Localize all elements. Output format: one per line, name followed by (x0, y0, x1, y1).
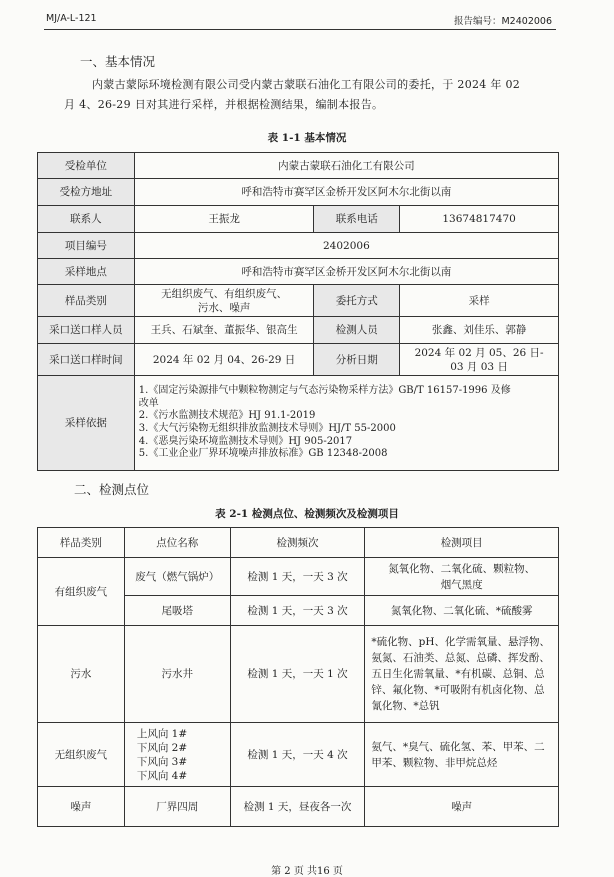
method-label: 委托方式 (314, 285, 400, 317)
basic-info-table (37, 152, 559, 471)
analysis-date-label: 分析日期 (314, 344, 400, 376)
intro-line-1: 内蒙古蒙际环境检测有限公司受内蒙古蒙联石油化工有限公司的委托，于 2024 年 02 (92, 78, 521, 91)
sample-type-label: 样品类别 (38, 285, 135, 317)
basis-label: 采样依据 (38, 376, 135, 471)
basis-item: 2.《污水监测技术规范》HJ 91.1-2019 (138, 410, 316, 422)
header-category: 样品类别 (38, 528, 125, 558)
table2-caption: 表 2-1 检测点位、检测频次及检测项目 (215, 508, 399, 520)
organized-items-1: 氮氧化物、二氧化硫、颗粒物、 烟气黑度 (365, 558, 559, 596)
organized-category: 有组织废气 (38, 558, 125, 626)
basis-item: 4.《恶臭污染环境监测技术导则》HJ 905-2017 (138, 435, 353, 447)
report-number: 报告编号：M2402006 (453, 16, 552, 27)
sampling-time-label: 采口送口样时间 (38, 344, 135, 376)
page-number: 第 2 页 共16 页 (271, 866, 343, 877)
organized-items-2: 氮氧化物、二氧化硫、*硫酸雾 (365, 596, 559, 626)
sample-type-value: 无组织废气、有组织废气、 污水、噪声 (134, 285, 314, 317)
fugitive-points: 上风向 1# 下风向 2# 下风向 3# 下风向 4# (124, 723, 230, 787)
contact-label: 联系人 (38, 206, 135, 233)
noise-items: 噪声 (365, 787, 559, 827)
basis-item: 3.《大气污染物无组织排放监测技术导则》HJ/T 55-2000 (138, 423, 396, 434)
tester-value: 张鑫、刘佳乐、郭静 (400, 317, 559, 344)
project-label: 项目编号 (38, 233, 135, 259)
header-items: 检测项目 (365, 528, 559, 558)
organized-freq-2: 检测 1 天，一天 3 次 (230, 596, 365, 626)
header-point: 点位名称 (124, 528, 230, 558)
sewage-point: 污水井 (124, 626, 230, 723)
sewage-items: *硫化物、pH、化学需氧量、悬浮物、 氨氮、石油类、总氮、总磷、挥发酚、 五日生化需氧量、*有机碳、总铜、总 锌、氟化物、*可吸附有机卤化物、总 氰化物、*总钒 (365, 626, 559, 723)
header-divider (44, 29, 556, 30)
phone-value: 13674817470 (400, 206, 559, 233)
organized-point-2: 尾吸塔 (124, 596, 230, 626)
sampling-time-value: 2024 年 02 月 04、26-29 日 (134, 344, 314, 376)
site-value: 呼和浩特市赛罕区金桥开发区阿木尔北街以南 (134, 259, 558, 285)
analysis-date-value: 2024 年 02 月 05、26 日- 03 月 03 日 (400, 344, 559, 376)
tester-label: 检测人员 (314, 317, 400, 344)
sampler-value: 王兵、石斌奎、董振华、银高生 (134, 317, 314, 344)
sewage-category: 污水 (38, 626, 125, 723)
basis-item: 5.《工业企业厂界环境噪声排放标准》GB 12348-2008 (138, 448, 388, 460)
fugitive-freq: 检测 1 天，一天 4 次 (230, 723, 365, 787)
sewage-freq: 检测 1 天，一天 1 次 (230, 626, 365, 723)
method-value: 采样 (400, 285, 559, 317)
client-label: 受检单位 (38, 153, 135, 179)
header-frequency: 检测频次 (230, 528, 365, 558)
contact-value: 王振龙 (134, 206, 314, 233)
address-value: 呼和浩特市赛罕区金桥开发区阿木尔北街以南 (134, 179, 558, 206)
fugitive-category: 无组织废气 (38, 723, 125, 787)
document-code: MJ/A-L-121 (46, 13, 97, 24)
basis-item: 1.《固定污染源排气中颗粒物测定与气态污染物采样方法》GB/T 16157-1996 及修 (138, 385, 511, 397)
noise-category: 噪声 (38, 787, 125, 827)
organized-freq-1: 检测 1 天，一天 3 次 (230, 558, 365, 596)
table1-caption: 表 1-1 基本情况 (267, 132, 347, 144)
phone-label: 联系电话 (314, 206, 400, 233)
basis-list (134, 376, 558, 471)
noise-point: 厂界四周 (124, 787, 230, 827)
section-heading-points: 二、检测点位 (74, 482, 150, 497)
organized-point-1: 废气（燃气锅炉） (124, 558, 230, 596)
client-value: 内蒙古蒙联石油化工有限公司 (134, 153, 558, 179)
noise-freq: 检测 1 天，昼夜各一次 (230, 787, 365, 827)
site-label: 采样地点 (38, 259, 135, 285)
project-value: 2402006 (134, 233, 558, 259)
sampler-label: 采口送口样人员 (38, 317, 135, 344)
address-label: 受检方地址 (38, 179, 135, 206)
monitoring-points-table (37, 527, 559, 827)
basis-item: 改单 (138, 397, 159, 409)
section-heading-basic: 一、基本情况 (80, 54, 156, 69)
intro-line-2: 月 4、26-29 日对其进行采样，并根据检测结果，编制本报告。 (64, 98, 384, 111)
fugitive-items: 氨气、*臭气、硫化氢、苯、甲苯、二 甲苯、颗粒物、非甲烷总烃 (365, 723, 559, 787)
